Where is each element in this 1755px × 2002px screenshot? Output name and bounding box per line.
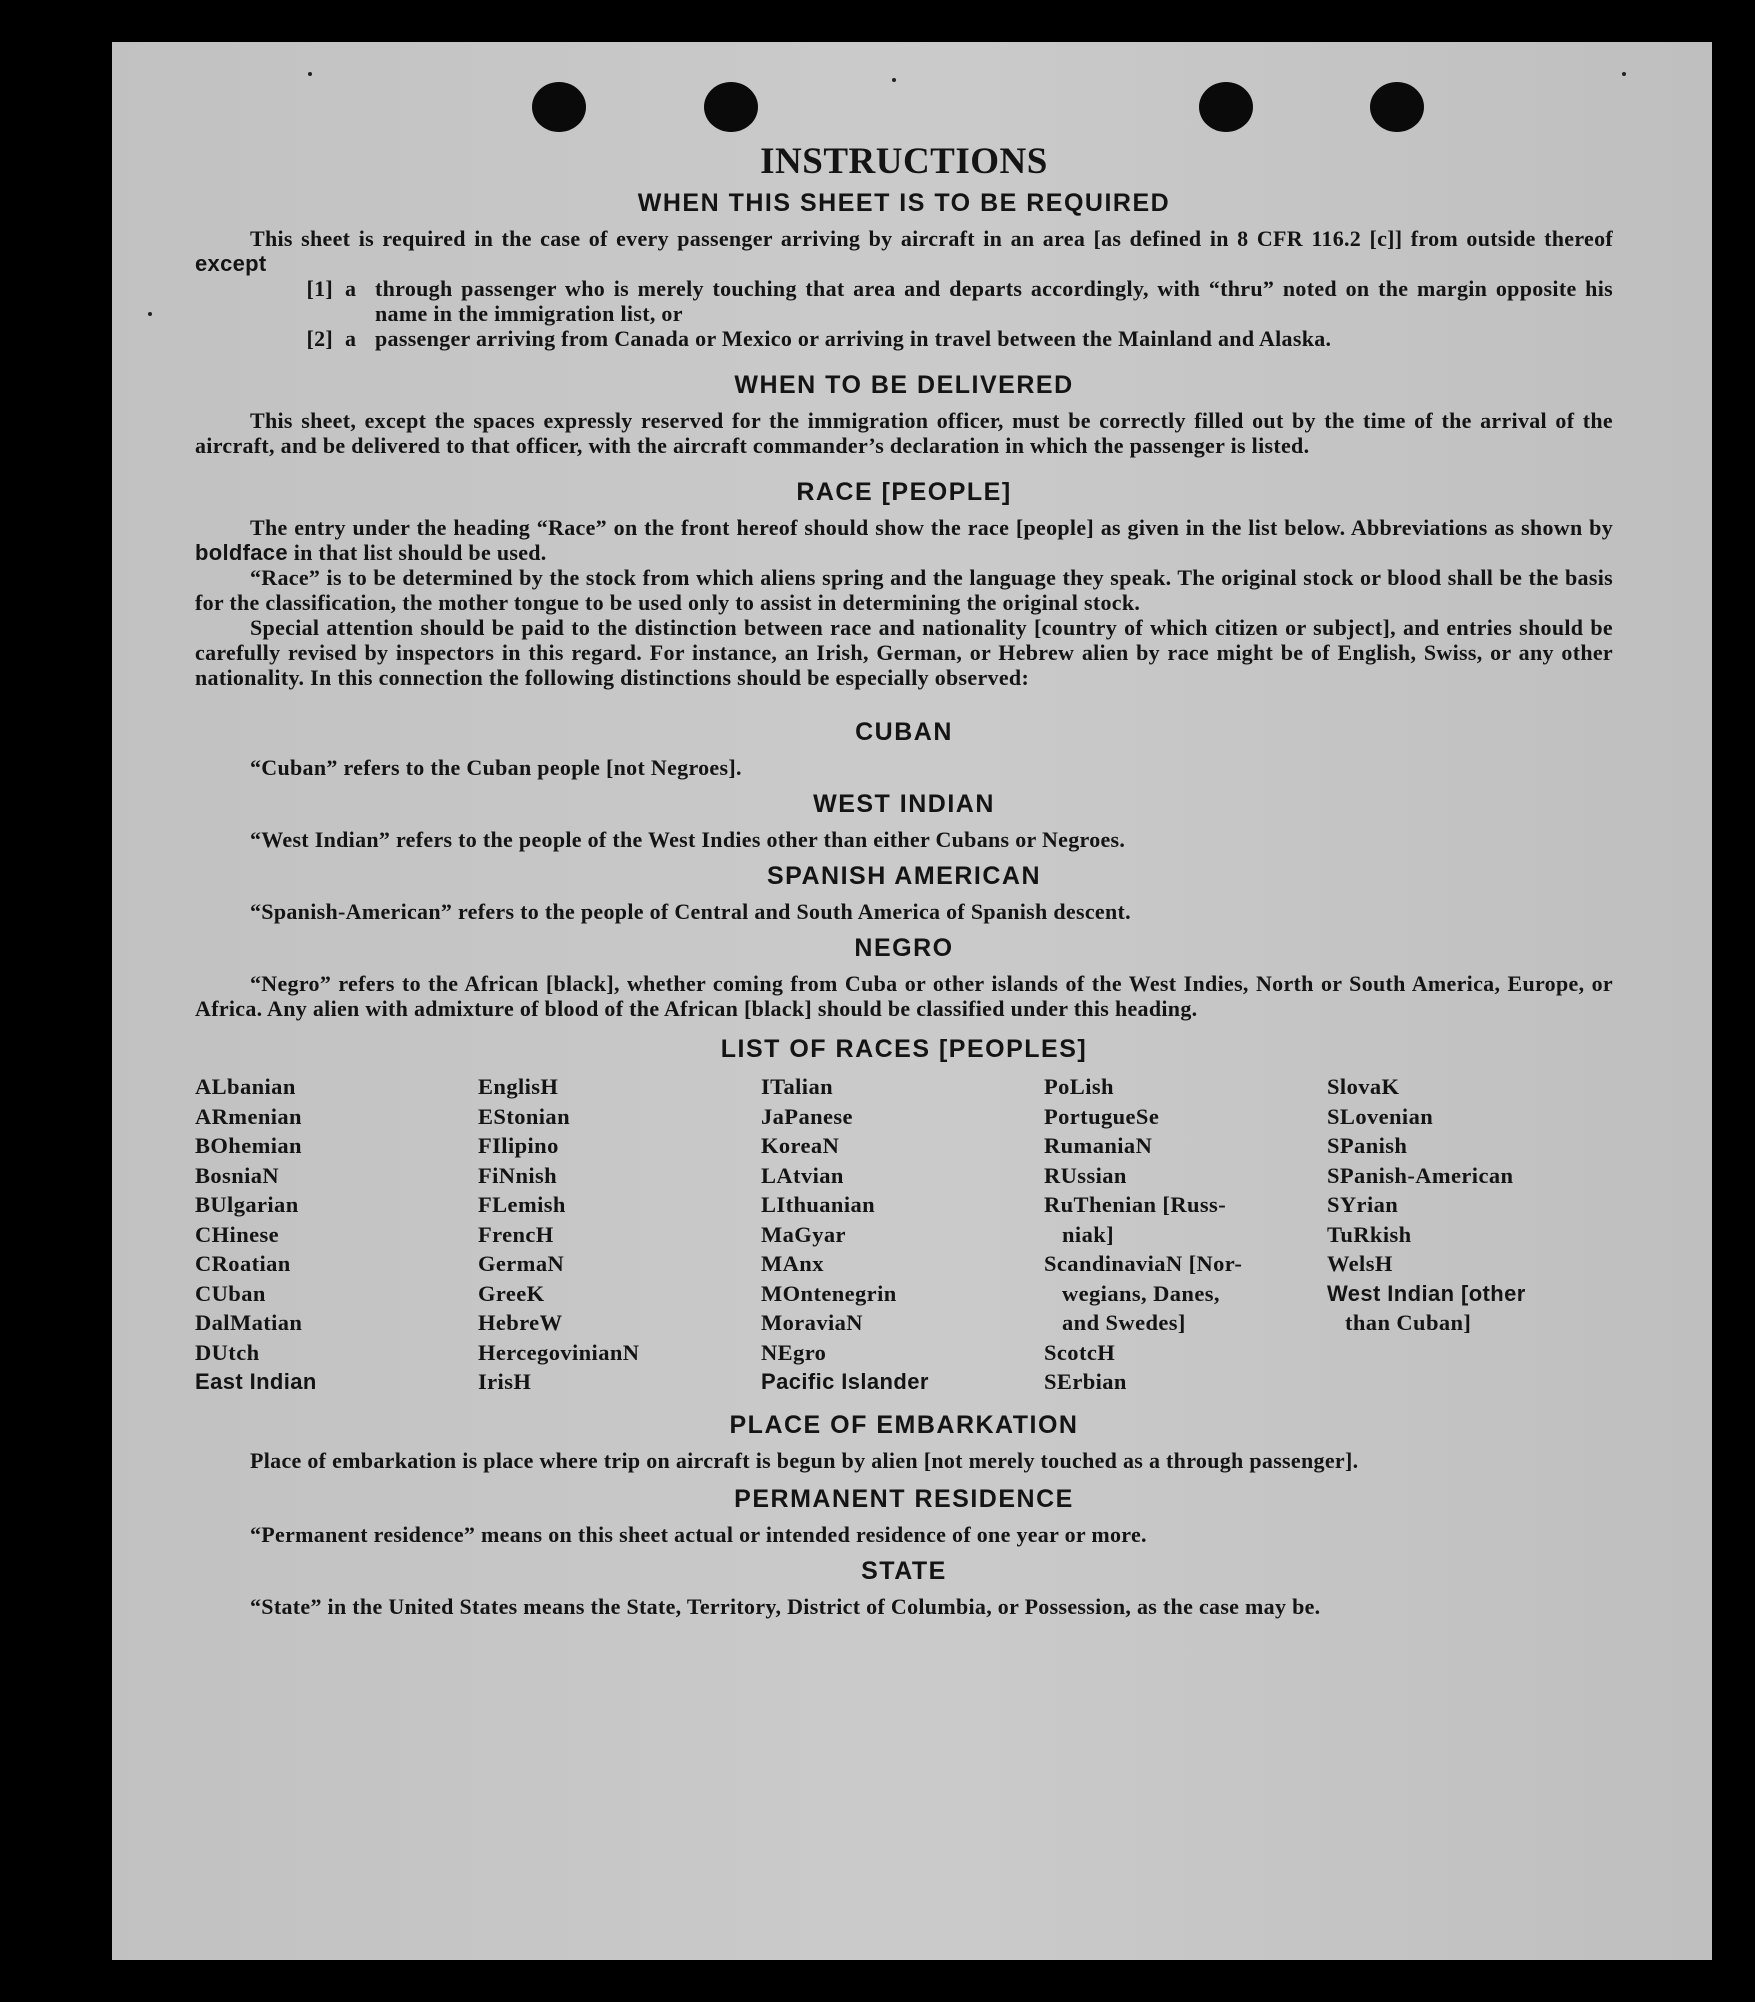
race-entry: ScotcH [1044,1339,1116,1365]
speck [148,312,152,316]
spanish-american-text: “Spanish-American” refers to the people of Central and South America of Spanish descent. [250,899,1131,924]
punch-hole [532,82,586,132]
race-entry: PortugueSe [1044,1103,1160,1129]
race-entry: LIthuanian [761,1192,876,1217]
race-entry: CUban [195,1280,266,1306]
document-page [112,42,1712,1960]
races-list [195,1072,1613,1397]
race-entry: HercegovinianN [478,1339,640,1365]
instructions-content [195,140,1613,1619]
race-entry: CRoatian [195,1251,291,1276]
race-entry: FIlipino [478,1133,559,1158]
embarkation-text: Place of embarkation is place where trip on aircraft is begun by alien [not merely touched as a through passenger]. [250,1447,1359,1473]
race-paragraph-3: Special attention should be paid to the distinction between race and nationality [country of which citizen or subject], and entries should be carefully revised by inspectors in this regard. For instance, an Irish, German, or Hebrew alien by race might be of English, Swiss, or any other nationality. In this connection the following distinctions should be especially observed: [195,615,1613,690]
race-entry: East Indian [195,1369,317,1394]
race-entry: FLemish [478,1192,566,1217]
races-column [1044,1072,1327,1397]
race-entry: SLovenian [1327,1103,1434,1129]
heading-list-of-races: LIST OF RACES [PEOPLES] [720,1035,1088,1063]
race-entry: WelsH [1327,1251,1393,1276]
west-indian-text: “West Indian” refers to the people of the West Indies other than either Cubans or Negroes. [250,827,1126,852]
race-entry: MOntenegrin [761,1280,897,1306]
race-entry: CHinese [195,1221,280,1247]
heading-race: RACE [PEOPLE] [796,478,1012,506]
exception-item: [1] a through passenger who is merely touching that area and departs accordingly, with “thru” noted on the margin opposite his name in the immigration list, or [306,276,1613,326]
punch-hole [1199,82,1253,132]
race-entry: BUlgarian [195,1192,299,1217]
race-entry: HebreW [478,1310,563,1335]
race-entry: JaPanese [761,1103,853,1129]
heading-delivered: WHEN TO BE DELIVERED [734,371,1074,399]
race-entry: EStonian [478,1103,570,1129]
race-entry: than Cuban] [1345,1310,1472,1335]
race-entry: PoLish [1044,1074,1114,1099]
heading-west-indian: WEST INDIAN [813,790,995,818]
race-entry: wegians, Danes, [1062,1280,1220,1306]
race-entry: IrisH [478,1369,532,1394]
race-entry: RuThenian [Russ- [1044,1192,1227,1217]
race-entry: NEgro [761,1339,827,1365]
race-entry: EnglisH [478,1074,559,1099]
state-text: “State” in the United States means the State, Territory, District of Columbia, or Possession, as the case may be. [250,1593,1321,1619]
speck [308,72,312,76]
race-entry: SlovaK [1327,1074,1400,1099]
speck [892,78,896,82]
race-entry: FrencH [478,1221,554,1247]
required-intro: This sheet is required in the case of every passenger arriving by aircraft in an area [as defined in 8 CFR 116.2 [c]] from outside thereof except [195,226,1613,276]
race-paragraph-1: The entry under the heading “Race” on the front hereof should show the race [people] as given in the list below. Abbreviations as shown by boldface in that list should be used. [195,515,1613,565]
boldface-word: boldface [195,540,288,565]
races-column [478,1072,761,1397]
races-column [195,1072,478,1397]
race-entry: GreeK [478,1280,545,1306]
race-entry: RumaniaN [1044,1133,1153,1158]
race-entry: MAnx [761,1251,824,1276]
exception-item: [2] a passenger arriving from Canada or Mexico or arriving in travel between the Mainland and Alaska. [306,326,1332,351]
race-entry: BosniaN [195,1162,280,1188]
race-entry: SErbian [1044,1369,1127,1394]
speck [1622,72,1626,76]
race-entry: FiNnish [478,1162,558,1188]
heading-required: WHEN THIS SHEET IS TO BE REQUIRED [637,189,1171,217]
race-entry: MaGyar [761,1221,846,1247]
race-entry: SPanish-American [1327,1162,1514,1188]
race-entry: ITalian [761,1074,834,1099]
race-entry: ScandinaviaN [Nor- [1044,1251,1243,1276]
punch-hole [704,82,758,132]
race-entry: BOhemian [195,1133,302,1158]
heading-cuban: CUBAN [855,718,953,746]
cuban-text: “Cuban” refers to the Cuban people [not Negroes]. [250,755,742,780]
race-entry: SYrian [1327,1192,1399,1217]
exception-list [195,276,1613,351]
heading-negro: NEGRO [854,934,954,962]
race-entry: ALbanian [195,1074,296,1099]
punch-hole [1370,82,1424,132]
race-entry: GermaN [478,1251,565,1276]
races-column [761,1072,1044,1397]
residence-text: “Permanent residence” means on this sheet actual or intended residence of one year or more. [250,1521,1147,1547]
race-entry: DalMatian [195,1310,303,1335]
race-entry: and Swedes] [1062,1310,1186,1335]
race-entry: ARmenian [195,1103,302,1129]
race-entry: MoraviaN [761,1310,863,1335]
heading-embarkation: PLACE OF EMBARKATION [729,1410,1079,1439]
delivered-text: This sheet, except the spaces expressly reserved for the immigration officer, must be correctly filled out by the time of the arrival of the aircraft, and be delivered to that officer, with the aircraft commander’s declaration in which the passenger is listed. [195,408,1613,458]
page-title: INSTRUCTIONS [760,141,1048,182]
race-entry: LAtvian [761,1162,844,1188]
race-entry: KoreaN [761,1133,840,1158]
races-column [1327,1072,1610,1397]
race-entry: West Indian [other [1327,1280,1526,1306]
race-entry: SPanish [1327,1133,1408,1158]
negro-text: “Negro” refers to the African [black], whether coming from Cuba or other islands of the West Indies, North or South America, Europe, or Africa. Any alien with admixture of blood of the African [black] should be classified under this heading. [195,971,1613,1021]
race-entry: niak] [1062,1221,1115,1247]
heading-spanish-american: SPANISH AMERICAN [766,862,1041,890]
heading-residence: PERMANENT RESIDENCE [734,1484,1074,1513]
race-paragraph-2: “Race” is to be determined by the stock from which aliens spring and the language they speak. The original stock or blood shall be the basis for the classification, the mother tongue to be used only to assist in determining the original stock. [195,565,1613,615]
race-entry: RUssian [1044,1162,1127,1188]
race-entry: Pacific Islander [761,1369,929,1394]
except-word: except [195,251,267,276]
race-entry: TuRkish [1327,1221,1412,1247]
heading-state: STATE [861,1556,947,1585]
race-entry: DUtch [195,1339,260,1365]
